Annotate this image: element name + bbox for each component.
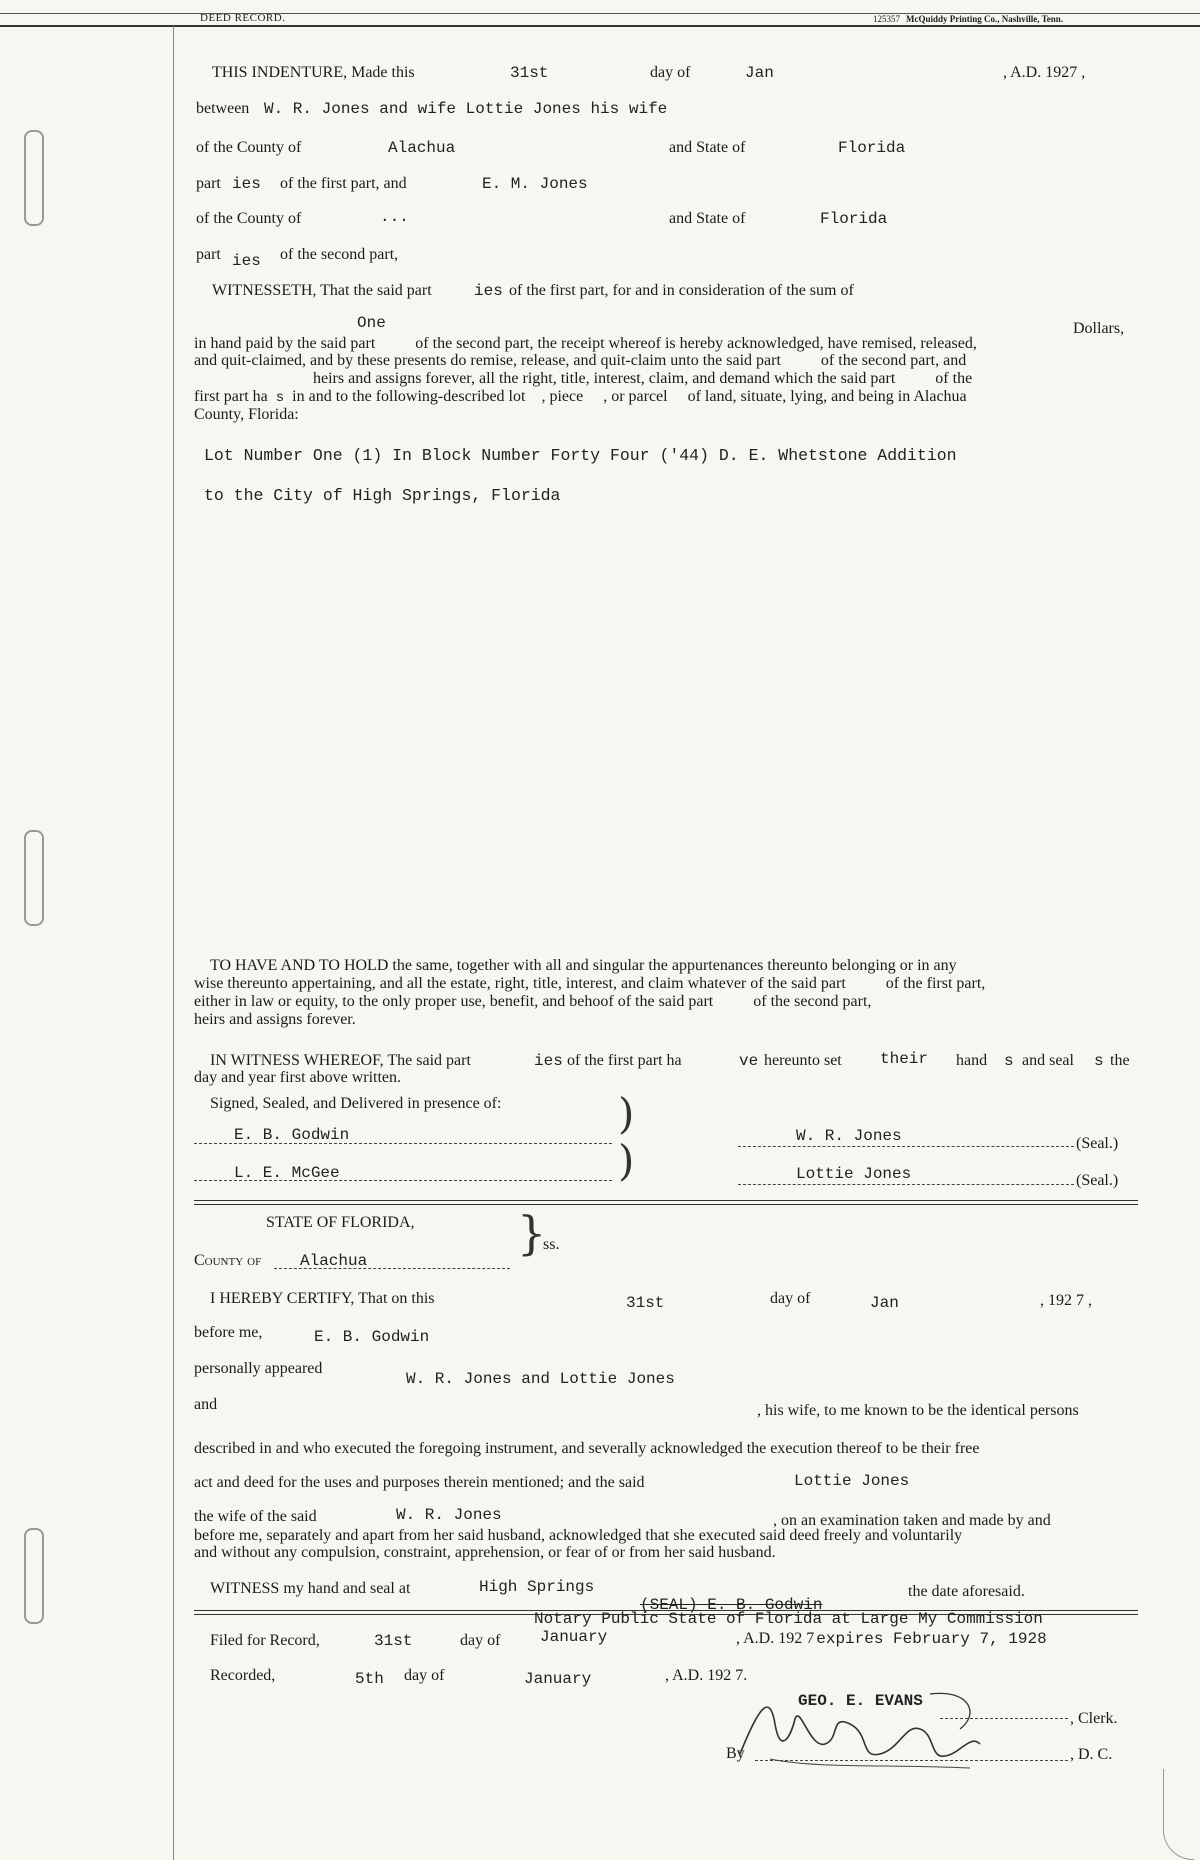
recorded-year — [665, 1667, 747, 1685]
witnesseth-line-3: and quit-claimed, and by these presents do remise, release, and quit-claim unto the said part of the second part, and — [194, 352, 967, 369]
act-and-deed: act and deed for the uses and purposes therein mentioned; and the said — [194, 1474, 645, 1491]
county-label-first: of the County of — [196, 139, 302, 156]
legal-description-line-1: Lot Number One (1) In Block Number Forty Four ('44) D. E. Whetstone Addition — [204, 446, 957, 465]
binder-hole-middle — [24, 830, 44, 926]
notary-signature: (SEAL) E. B. Godwin — [640, 1596, 823, 1614]
printer-name: McQuiddy Printing Co., Nashville, Tenn. — [906, 14, 1064, 24]
indenture-ad: , A.D. 192 — [1003, 64, 1070, 81]
filed-ad: , A.D. 192 — [736, 1630, 803, 1647]
filed-month: January — [540, 1628, 608, 1646]
habendum-line-1: TO HAVE AND TO HOLD the same, together with all and singular the appurtenances thereunto belonging or in any — [210, 957, 957, 974]
ack-officer: E. B. Godwin — [314, 1328, 430, 1346]
in-witness-the: the — [1110, 1052, 1130, 1069]
consideration-amount: One — [357, 314, 386, 332]
witnesseth-line-4: heirs and assigns forever, all the right, title, interest, claim, and demand which the said part of the — [313, 370, 973, 387]
ack-county: Alachua — [300, 1252, 368, 1270]
filed-year — [736, 1630, 1047, 1648]
binder-hole-bottom — [24, 1528, 44, 1624]
part-label-first: part — [196, 175, 221, 192]
in-witness-their: their — [880, 1050, 929, 1068]
date-aforesaid: the date aforesaid. — [908, 1583, 1025, 1600]
husband-name: W. R. Jones — [396, 1506, 502, 1524]
indenture-month: Jan — [745, 64, 774, 82]
ack-year — [1040, 1292, 1092, 1310]
grantor-2-name: Lottie Jones — [796, 1165, 912, 1183]
indenture-comma: , — [1081, 64, 1086, 81]
state-label-second: and State of — [669, 210, 746, 227]
habendum-line-2: wise thereunto appertaining, and all the estate, right, title, interest, and claim whatever of the said part of the first part, — [194, 975, 986, 992]
witnesseth-suffix: ies — [474, 282, 503, 300]
indenture-day: 31st — [510, 64, 549, 82]
in-witness-ha-suffix: ve — [739, 1052, 759, 1070]
indenture-year — [1003, 64, 1085, 82]
witnesseth-consideration: of the first part, for and in consideration of the sum of — [509, 282, 854, 299]
in-witness-hereunto: hereunto set — [764, 1052, 842, 1069]
form-number: 125357 — [873, 14, 900, 24]
in-witness-hand-s: s — [1004, 1052, 1014, 1070]
ack-line-b1: before me, separately and apart from her said husband, acknowledged that she executed said deed freely and voluntarily — [194, 1527, 963, 1544]
acknowledgment-rule-1 — [194, 1200, 1138, 1201]
ss-label: ss. — [543, 1236, 560, 1253]
grantor-1-line — [738, 1146, 1074, 1147]
state-second: Florida — [820, 210, 888, 228]
binder-hole-top — [24, 130, 44, 226]
deputy-clerk-label: , D. C. — [1070, 1746, 1113, 1763]
second-party: E. M. Jones — [482, 175, 588, 193]
recorded-day-of: day of — [404, 1667, 445, 1684]
indenture-year-digit: 7 — [1069, 64, 1078, 81]
venue-brace: } — [517, 1206, 547, 1260]
by-label: By — [726, 1745, 745, 1762]
filed-day: 31st — [374, 1632, 413, 1650]
witness-brace-top: ) — [618, 1089, 635, 1138]
part-suffix-first: ies — [232, 175, 261, 193]
clerk-label: , Clerk. — [1070, 1710, 1118, 1727]
before-me-label: before me, — [194, 1324, 263, 1341]
wife-name: Lottie Jones — [794, 1472, 910, 1490]
dollars-label: Dollars, — [1073, 320, 1125, 337]
witnesseth-line-2: in hand paid by the said part of the second part, the receipt whereof is hereby acknowledged, have remised, released, — [194, 335, 977, 352]
county-second: ... — [380, 208, 409, 226]
witnesseth-lead: WITNESSETH, That the said part — [212, 282, 432, 299]
witness-hand-seal: WITNESS my hand and seal at — [210, 1580, 411, 1597]
following-described: in and to the following-described lot , piece , or parcel of land, situate, lying, and being in Alachua — [292, 388, 967, 405]
witnesseth-line-6: County, Florida: — [194, 406, 299, 423]
habendum-line-3: either in law or equity, to the only proper use, benefit, and behoof of the said part of the second part, — [194, 993, 872, 1010]
indenture-intro: THIS INDENTURE, Made this — [212, 64, 415, 81]
notary-commission-line-2: expires February 7, 1928 — [816, 1630, 1047, 1648]
witnesseth-line-5 — [194, 389, 1136, 407]
ack-day: 31st — [626, 1294, 665, 1312]
grantor-1-name: W. R. Jones — [796, 1127, 902, 1145]
in-witness-seal: and seal — [1022, 1052, 1074, 1069]
filed-for-record-label: Filed for Record, — [210, 1632, 320, 1649]
grantor-1-seal: (Seal.) — [1076, 1135, 1119, 1152]
recorded-day: 5th — [355, 1670, 384, 1688]
recorded-label: Recorded, — [210, 1667, 276, 1684]
filed-year-digit: 7 — [806, 1630, 815, 1647]
record-title: DEED RECORD. — [200, 12, 286, 24]
in-witness-suffix: ies — [534, 1052, 563, 1070]
county-first: Alachua — [388, 139, 456, 157]
in-witness-line-2: day and year first above written. — [194, 1069, 402, 1086]
page-corner-curl — [1163, 1769, 1194, 1860]
recorded-month: January — [524, 1670, 592, 1688]
state-label-first: and State of — [669, 139, 746, 156]
notary-commission-line-1: Notary Public State of Florida at Large My Commission — [534, 1610, 1043, 1628]
part-label-second: part — [196, 246, 221, 263]
printer-imprint — [873, 14, 1063, 24]
ack-place: High Springs — [479, 1578, 595, 1596]
clerk-name: GEO. E. EVANS — [798, 1692, 923, 1710]
deputy-clerk-line — [755, 1760, 1068, 1761]
first-parties: W. R. Jones and wife Lottie Jones his wife — [264, 100, 668, 118]
in-witness-lead: IN WITNESS WHEREOF, The said part — [210, 1052, 471, 1069]
ack-day-of: day of — [770, 1290, 811, 1307]
witness-brace-bottom: ) — [618, 1136, 635, 1185]
has-suffix: s — [275, 390, 285, 406]
part-suffix-second: ies — [232, 252, 261, 270]
ack-comma: , — [1088, 1292, 1092, 1309]
grantor-2-seal: (Seal.) — [1076, 1172, 1119, 1189]
first-part-ha: first part ha — [194, 388, 268, 405]
his-wife-known: , his wife, to me known to be the identical persons — [757, 1402, 1079, 1419]
grantor-2-line — [738, 1184, 1074, 1185]
county-label-second: of the County of — [196, 210, 302, 227]
in-witness-hand: hand — [956, 1052, 988, 1069]
first-part-label: of the first part, and — [280, 175, 407, 192]
recorded-ad: , A.D. 192 — [665, 1667, 732, 1684]
county-of-label: County of — [194, 1252, 262, 1269]
signed-sealed-delivered: Signed, Sealed, and Delivered in presence of: — [210, 1095, 502, 1112]
acknowledgment-rule-2 — [194, 1204, 1138, 1205]
wife-of-label: the wife of the said — [194, 1508, 317, 1525]
habendum-line-4: heirs and assigns forever. — [194, 1011, 356, 1028]
left-margin-rule — [173, 26, 174, 1860]
in-witness-first-part: of the first part ha — [567, 1052, 682, 1069]
clerk-line — [940, 1718, 1068, 1719]
header-bottom-rule — [0, 25, 1200, 27]
legal-description-line-2: to the City of High Springs, Florida — [204, 486, 561, 505]
described-line: described in and who executed the foregoing instrument, and severally acknowledged the execution thereof to be their free — [194, 1440, 980, 1457]
recorded-year-digit: 7. — [735, 1667, 748, 1684]
personally-appeared-label: personally appeared — [194, 1360, 323, 1377]
witness-2-name: L. E. McGee — [234, 1164, 340, 1182]
witness-1-name: E. B. Godwin — [234, 1126, 350, 1144]
ack-line-b2: and without any compulsion, constraint, apprehension, or fear of or from her said husband. — [194, 1544, 776, 1561]
between-label: between — [196, 100, 250, 117]
examination-text: , on an examination taken and made by and — [773, 1512, 1051, 1529]
filed-day-of: day of — [460, 1632, 501, 1649]
state-of-florida: STATE OF FLORIDA, — [266, 1214, 415, 1231]
personally-appeared: W. R. Jones and Lottie Jones — [406, 1370, 675, 1388]
state-first: Florida — [838, 139, 906, 157]
ack-year-digit: 7 — [1076, 1292, 1084, 1309]
ack-ad: , 192 — [1040, 1292, 1072, 1309]
hereby-certify: I HEREBY CERTIFY, That on this — [210, 1290, 435, 1307]
indenture-day-of: day of — [650, 64, 691, 81]
in-witness-seal-s: s — [1094, 1052, 1104, 1070]
and-label: and — [194, 1396, 218, 1413]
ack-month: Jan — [870, 1294, 899, 1312]
second-part-label: of the second part, — [280, 246, 399, 263]
